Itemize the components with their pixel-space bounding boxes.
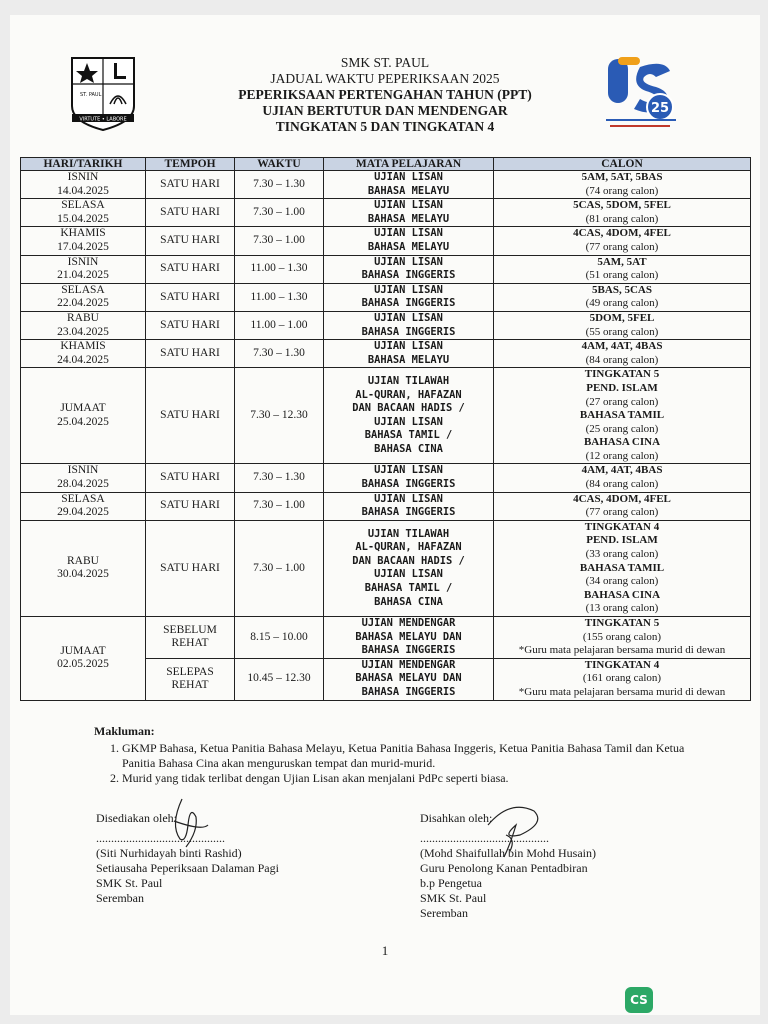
tempoh: SATU HARI bbox=[160, 262, 220, 275]
calon-line: (12 orang calon) bbox=[585, 449, 659, 462]
date: 02.05.2025 bbox=[57, 658, 109, 671]
cell-day-date bbox=[21, 368, 146, 464]
day: RABU bbox=[67, 554, 99, 567]
calon-line: 4CAS, 4DOM, 4FEL bbox=[573, 492, 671, 505]
calon-line: BAHASA TAMIL bbox=[579, 409, 665, 422]
table-row bbox=[21, 283, 751, 311]
tempoh: SATU HARI bbox=[160, 205, 220, 218]
table-row bbox=[21, 171, 751, 199]
cell-line: BAHASA MELAYU bbox=[367, 240, 450, 253]
approver-school: SMK St. Paul bbox=[420, 891, 487, 905]
cell-calon bbox=[494, 255, 751, 283]
cell-line: BAHASA TAMIL / bbox=[364, 429, 453, 442]
cell-waktu bbox=[235, 199, 324, 227]
cell-tempoh bbox=[146, 464, 235, 492]
cell-waktu bbox=[235, 464, 324, 492]
cell-waktu bbox=[235, 492, 324, 520]
cell-tempoh bbox=[146, 199, 235, 227]
waktu: 11.00 – 1.00 bbox=[250, 318, 308, 331]
calon-line: (74 orang calon) bbox=[585, 184, 659, 197]
calon-line: 4CAS, 4DOM, 4FEL bbox=[573, 227, 671, 240]
cell-day-date bbox=[21, 171, 146, 199]
calon-line: BAHASA CINA bbox=[583, 436, 661, 449]
handwritten-signature-left bbox=[152, 795, 212, 855]
table-row bbox=[21, 227, 751, 255]
cell-line: BAHASA MELAYU bbox=[367, 353, 450, 366]
cell-day-date bbox=[21, 340, 146, 368]
crest-text: ST. PAUL bbox=[80, 92, 102, 98]
cell-line: BAHASA INGGERIS bbox=[361, 506, 456, 519]
cell-line: BAHASA TAMIL / bbox=[364, 582, 453, 595]
cell-line: SELEPAS bbox=[166, 665, 214, 678]
table-row bbox=[21, 199, 751, 227]
cell-line: UJIAN LISAN bbox=[374, 227, 443, 240]
cell-tempoh bbox=[146, 227, 235, 255]
cell-line: UJIAN LISAN bbox=[374, 340, 443, 353]
cell-calon bbox=[494, 520, 751, 616]
calon-line: TINGKATAN 5 bbox=[584, 368, 660, 381]
calon-line: (161 orang calon) bbox=[582, 672, 662, 685]
logo-number: 25 bbox=[650, 101, 670, 116]
calon-line: BAHASA TAMIL bbox=[579, 561, 665, 574]
col-header-mata-pelajaran: MATA PELAJARAN bbox=[324, 158, 494, 171]
waktu: 7.30 – 12.30 bbox=[250, 409, 308, 422]
tempoh: SATU HARI bbox=[160, 499, 220, 512]
cell-tempoh bbox=[146, 658, 235, 700]
cell-calon bbox=[494, 464, 751, 492]
notes-heading: Makluman: bbox=[94, 724, 155, 738]
cell-subject bbox=[324, 368, 494, 464]
cell-day-date bbox=[21, 311, 146, 339]
cell-day-date bbox=[21, 283, 146, 311]
cell-waktu bbox=[235, 658, 324, 700]
cell-line: UJIAN TILAWAH bbox=[367, 375, 450, 388]
day: SELASA bbox=[61, 283, 105, 296]
waktu: 10.45 – 12.30 bbox=[247, 672, 311, 685]
waktu: 7.30 – 1.00 bbox=[253, 499, 305, 512]
cell-subject bbox=[324, 492, 494, 520]
cell-line: UJIAN LISAN bbox=[374, 311, 443, 324]
table-row bbox=[21, 368, 751, 464]
preparer-name: (Siti Nurhidayah binti Rashid) bbox=[96, 846, 242, 860]
calon-line: (27 orang calon) bbox=[585, 395, 659, 408]
cell-line: BAHASA MELAYU bbox=[367, 184, 450, 197]
date: 25.04.2025 bbox=[57, 415, 109, 428]
calon-line: (84 orang calon) bbox=[585, 353, 659, 366]
calon-line: 5AM, 5AT, 5BAS bbox=[581, 171, 663, 183]
camscanner-badge-icon[interactable]: CS bbox=[625, 987, 653, 1013]
calon-line: (49 orang calon) bbox=[585, 297, 659, 310]
cell-line: UJIAN MENDENGAR bbox=[361, 658, 456, 671]
calon-line: PEND. ISLAM bbox=[586, 381, 658, 394]
tempoh: SATU HARI bbox=[160, 409, 220, 422]
calon-line: (13 orang calon) bbox=[585, 602, 659, 615]
calon-line: TINGKATAN 4 bbox=[584, 658, 660, 671]
cell-day-date bbox=[21, 255, 146, 283]
date: 29.04.2025 bbox=[57, 506, 109, 519]
cell-line: BAHASA INGGERIS bbox=[361, 297, 456, 310]
col-header-tempoh: TEMPOH bbox=[146, 158, 235, 171]
cell-line: REHAT bbox=[171, 679, 209, 692]
cell-line: BAHASA INGGERIS bbox=[361, 325, 456, 338]
cell-waktu bbox=[235, 520, 324, 616]
cell-waktu bbox=[235, 283, 324, 311]
approver-name: (Mohd Shaifullah bin Mohd Husain) bbox=[420, 846, 596, 860]
col-header-hari: HARI/TARIKH bbox=[21, 158, 146, 171]
cell-day-date bbox=[21, 199, 146, 227]
cell-calon bbox=[494, 171, 751, 199]
cell-line: BAHASA MELAYU DAN bbox=[355, 672, 462, 685]
schedule-table bbox=[20, 157, 751, 701]
cell-tempoh bbox=[146, 368, 235, 464]
day: KHAMIS bbox=[60, 227, 106, 240]
date: 30.04.2025 bbox=[57, 568, 109, 581]
cell-subject bbox=[324, 340, 494, 368]
calon-line: (33 orang calon) bbox=[585, 548, 659, 561]
cell-calon bbox=[494, 311, 751, 339]
cell-calon bbox=[494, 617, 751, 659]
cell-tempoh bbox=[146, 283, 235, 311]
tempoh: SATU HARI bbox=[160, 318, 220, 331]
cell-tempoh bbox=[146, 340, 235, 368]
cell-line: UJIAN LISAN bbox=[374, 415, 443, 428]
calon-line: (84 orang calon) bbox=[585, 478, 659, 491]
approver-city: Seremban bbox=[420, 906, 468, 920]
col-header-calon: CALON bbox=[494, 158, 751, 171]
cell-line: UJIAN LISAN bbox=[374, 283, 443, 296]
cell-calon bbox=[494, 283, 751, 311]
cell-line: UJIAN LISAN bbox=[374, 464, 443, 477]
table-row bbox=[21, 311, 751, 339]
schedule-title: JADUAL WAKTU PEPERIKSAAN 2025 bbox=[270, 71, 500, 86]
col-header-waktu: WAKTU bbox=[235, 158, 324, 171]
day: SELASA bbox=[61, 492, 105, 505]
approver-role-2: b.p Pengetua bbox=[420, 876, 482, 890]
cell-tempoh bbox=[146, 311, 235, 339]
cell-line: REHAT bbox=[171, 637, 209, 650]
cell-line: UJIAN LISAN bbox=[374, 199, 443, 212]
cell-tempoh bbox=[146, 492, 235, 520]
cell-waktu bbox=[235, 311, 324, 339]
tempoh: SATU HARI bbox=[160, 561, 220, 574]
calon-line: 5CAS, 5DOM, 5FEL bbox=[573, 199, 671, 212]
approver-role: Guru Penolong Kanan Pentadbiran bbox=[420, 861, 588, 875]
waktu: 11.00 – 1.30 bbox=[250, 290, 308, 303]
exam-type: UJIAN BERTUTUR DAN MENDENGAR bbox=[262, 103, 508, 118]
calon-line: (25 orang calon) bbox=[585, 422, 659, 435]
cell-subject bbox=[324, 199, 494, 227]
tempoh: SATU HARI bbox=[160, 346, 220, 359]
cell-calon bbox=[494, 199, 751, 227]
calon-line: 5AM, 5AT bbox=[597, 255, 647, 268]
calon-line: *Guru mata pelajaran bersama murid di dewan bbox=[518, 644, 726, 657]
waktu: 7.30 – 1.00 bbox=[253, 234, 305, 247]
cell-calon bbox=[494, 368, 751, 464]
waktu: 7.30 – 1.30 bbox=[253, 177, 305, 190]
date: 17.04.2025 bbox=[57, 240, 109, 253]
cell-day-date bbox=[21, 520, 146, 616]
table-row bbox=[21, 464, 751, 492]
waktu: 7.30 – 1.00 bbox=[253, 561, 305, 574]
cell-waktu bbox=[235, 340, 324, 368]
preparer-role: Setiausaha Peperiksaan Dalaman Pagi bbox=[96, 861, 279, 875]
calon-line: 4AM, 4AT, 4BAS bbox=[581, 340, 663, 353]
document-page bbox=[10, 15, 760, 1015]
note-item: 1. GKMP Bahasa, Ketua Panitia Bahasa Melayu, Ketua Panitia Bahasa Inggeris, Ketua Panitia Bahasa Tamil dan Ketua Panitia Bahasa Cina akan menguruskan tempat dan murid-murid. bbox=[122, 741, 694, 771]
date: 14.04.2025 bbox=[57, 184, 109, 197]
cell-line: BAHASA INGGERIS bbox=[361, 685, 456, 698]
notes-section bbox=[94, 724, 694, 786]
cell-subject bbox=[324, 171, 494, 199]
calon-line: (34 orang calon) bbox=[585, 575, 659, 588]
cell-day-date bbox=[21, 464, 146, 492]
calon-line: (77 orang calon) bbox=[585, 240, 659, 253]
cell-subject bbox=[324, 658, 494, 700]
calon-line: *Guru mata pelajaran bersama murid di dewan bbox=[518, 685, 726, 698]
exam-name: PEPERIKSAAN PERTENGAHAN TAHUN (PPT) bbox=[238, 87, 532, 102]
calon-line: (77 orang calon) bbox=[585, 506, 659, 519]
signature-line: ........................................... bbox=[96, 831, 225, 845]
notes-list bbox=[94, 741, 694, 786]
cell-line: DAN BACAAN HADIS / bbox=[352, 554, 465, 567]
date: 24.04.2025 bbox=[57, 353, 109, 366]
cell-line: UJIAN LISAN bbox=[374, 255, 443, 268]
cell-line: UJIAN MENDENGAR bbox=[361, 617, 456, 629]
calon-line: TINGKATAN 4 bbox=[584, 520, 660, 533]
cell-line: BAHASA MELAYU DAN bbox=[355, 630, 462, 643]
cell-calon bbox=[494, 492, 751, 520]
cell-line: AL-QURAN, HAFAZAN bbox=[355, 541, 462, 554]
table-row bbox=[21, 492, 751, 520]
cell-line: BAHASA INGGERIS bbox=[361, 644, 456, 657]
tempoh: SATU HARI bbox=[160, 234, 220, 247]
cell-waktu bbox=[235, 617, 324, 659]
table-row bbox=[21, 617, 751, 659]
calon-line: PEND. ISLAM bbox=[586, 534, 658, 547]
calon-line: (55 orang calon) bbox=[585, 325, 659, 338]
day: KHAMIS bbox=[60, 340, 106, 353]
cell-line: DAN BACAAN HADIS / bbox=[352, 402, 465, 415]
date: 21.04.2025 bbox=[57, 269, 109, 282]
table-row bbox=[21, 255, 751, 283]
cell-line: SEBELUM bbox=[163, 623, 217, 636]
cell-waktu bbox=[235, 368, 324, 464]
cell-line: UJIAN LISAN bbox=[374, 568, 443, 581]
cell-tempoh bbox=[146, 255, 235, 283]
waktu: 11.00 – 1.30 bbox=[250, 262, 308, 275]
cell-waktu bbox=[235, 171, 324, 199]
prepared-label: Disediakan oleh: bbox=[96, 811, 177, 825]
cell-day-date bbox=[21, 617, 146, 701]
cell-tempoh bbox=[146, 520, 235, 616]
school-name: SMK ST. PAUL bbox=[340, 55, 430, 70]
calon-line: 5BAS, 5CAS bbox=[592, 283, 652, 296]
calon-line: TINGKATAN 5 bbox=[584, 617, 660, 629]
cell-subject bbox=[324, 255, 494, 283]
cell-line: AL-QURAN, HAFAZAN bbox=[355, 388, 462, 401]
cell-line: BAHASA MELAYU bbox=[367, 212, 450, 225]
waktu: 7.30 – 1.00 bbox=[253, 205, 305, 218]
day: ISNIN bbox=[67, 255, 99, 268]
cell-tempoh bbox=[146, 171, 235, 199]
table-row bbox=[21, 340, 751, 368]
date: 22.04.2025 bbox=[57, 297, 109, 310]
calon-line: (155 orang calon) bbox=[582, 630, 662, 643]
day: ISNIN bbox=[67, 171, 99, 183]
cell-waktu bbox=[235, 255, 324, 283]
cell-day-date bbox=[21, 492, 146, 520]
day: ISNIN bbox=[67, 464, 99, 477]
day: SELASA bbox=[61, 199, 105, 212]
signature-line: ........................................... bbox=[420, 831, 549, 845]
cell-line: BAHASA CINA bbox=[374, 595, 443, 608]
preparer-school: SMK St. Paul bbox=[96, 876, 163, 890]
cell-calon bbox=[494, 227, 751, 255]
cell-calon bbox=[494, 340, 751, 368]
calon-line: (81 orang calon) bbox=[585, 212, 659, 225]
date: 23.04.2025 bbox=[57, 325, 109, 338]
cell-line: BAHASA INGGERIS bbox=[361, 269, 456, 282]
cell-subject bbox=[324, 520, 494, 616]
preparer-city: Seremban bbox=[96, 891, 144, 905]
date: 28.04.2025 bbox=[57, 478, 109, 491]
document-header bbox=[10, 55, 760, 135]
waktu: 8.15 – 10.00 bbox=[250, 630, 308, 643]
cell-waktu bbox=[235, 227, 324, 255]
crest-motto: VIRTUTE • LABORE bbox=[79, 116, 127, 123]
day: JUMAAT bbox=[60, 644, 106, 657]
waktu: 7.30 – 1.30 bbox=[253, 346, 305, 359]
cell-subject bbox=[324, 617, 494, 659]
handwritten-signature-right bbox=[480, 795, 550, 865]
approved-label: Disahkan oleh: bbox=[420, 811, 493, 825]
cell-line: UJIAN LISAN bbox=[374, 492, 443, 505]
cell-line: UJIAN TILAWAH bbox=[367, 527, 450, 540]
table-header-row bbox=[21, 158, 751, 171]
cell-subject bbox=[324, 227, 494, 255]
cell-tempoh bbox=[146, 617, 235, 659]
note-item: 2. Murid yang tidak terlibat dengan Ujian Lisan akan menjalani PdPc seperti biasa. bbox=[122, 771, 694, 786]
cell-subject bbox=[324, 283, 494, 311]
cell-calon bbox=[494, 658, 751, 700]
cell-day-date bbox=[21, 227, 146, 255]
calon-line: (51 orang calon) bbox=[585, 269, 659, 282]
day: JUMAAT bbox=[60, 402, 106, 415]
cell-line: UJIAN LISAN bbox=[374, 171, 443, 183]
tempoh: SATU HARI bbox=[160, 177, 220, 190]
day: RABU bbox=[67, 311, 99, 324]
calon-line: 4AM, 4AT, 4BAS bbox=[581, 464, 663, 477]
calon-line: BAHASA CINA bbox=[583, 588, 661, 601]
page-number: 1 bbox=[381, 943, 389, 958]
calon-line: 5DOM, 5FEL bbox=[589, 311, 655, 324]
tempoh: SATU HARI bbox=[160, 471, 220, 484]
waktu: 7.30 – 1.30 bbox=[253, 471, 305, 484]
exam-level: TINGKATAN 5 DAN TINGKATAN 4 bbox=[275, 119, 495, 134]
tempoh: SATU HARI bbox=[160, 290, 220, 303]
cell-subject bbox=[324, 464, 494, 492]
cell-subject bbox=[324, 311, 494, 339]
date: 15.04.2025 bbox=[57, 212, 109, 225]
cell-line: BAHASA INGGERIS bbox=[361, 478, 456, 491]
cell-line: BAHASA CINA bbox=[374, 443, 443, 456]
table-row bbox=[21, 520, 751, 616]
